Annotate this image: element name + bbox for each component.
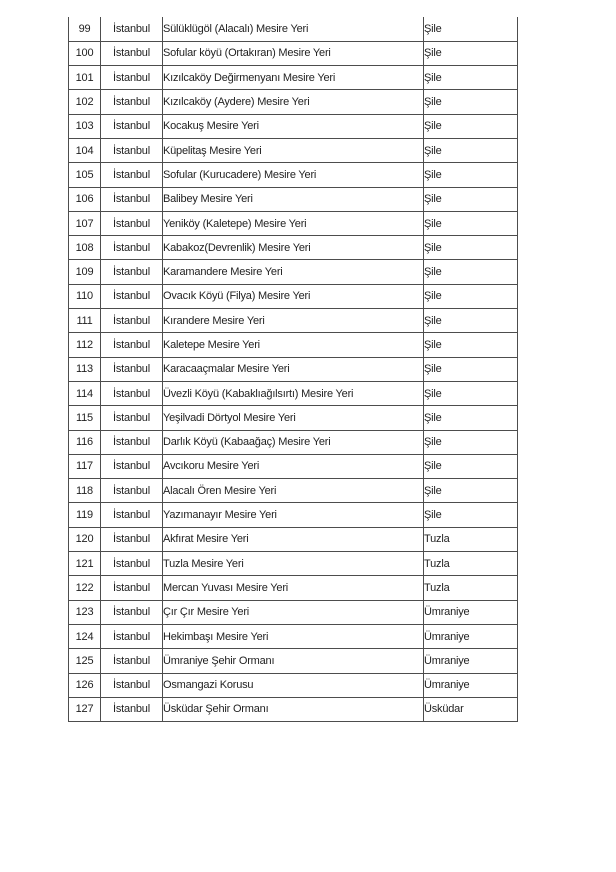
table-row bbox=[69, 333, 518, 357]
cell-place-name: Mercan Yuvası Mesire Yeri bbox=[163, 576, 424, 600]
cell-row-number: 103 bbox=[69, 114, 101, 138]
table-row bbox=[69, 503, 518, 527]
cell-province: İstanbul bbox=[101, 138, 163, 162]
table-row bbox=[69, 357, 518, 381]
cell-province: İstanbul bbox=[101, 381, 163, 405]
cell-row-number: 121 bbox=[69, 552, 101, 576]
cell-district: Şile bbox=[424, 430, 518, 454]
cell-row-number: 126 bbox=[69, 673, 101, 697]
cell-province: İstanbul bbox=[101, 309, 163, 333]
table-row bbox=[69, 284, 518, 308]
cell-province: İstanbul bbox=[101, 624, 163, 648]
cell-province: İstanbul bbox=[101, 41, 163, 65]
cell-row-number: 110 bbox=[69, 284, 101, 308]
cell-province: İstanbul bbox=[101, 430, 163, 454]
cell-province: İstanbul bbox=[101, 527, 163, 551]
table-row bbox=[69, 454, 518, 478]
cell-place-name: Balibey Mesire Yeri bbox=[163, 187, 424, 211]
cell-province: İstanbul bbox=[101, 260, 163, 284]
table-row bbox=[69, 381, 518, 405]
cell-place-name: Kabakoz(Devrenlik) Mesire Yeri bbox=[163, 236, 424, 260]
table-row bbox=[69, 66, 518, 90]
cell-province: İstanbul bbox=[101, 114, 163, 138]
cell-row-number: 109 bbox=[69, 260, 101, 284]
cell-place-name: Ümraniye Şehir Ormanı bbox=[163, 649, 424, 673]
cell-place-name: Avcıkoru Mesire Yeri bbox=[163, 454, 424, 478]
cell-row-number: 115 bbox=[69, 406, 101, 430]
cell-district: Tuzla bbox=[424, 552, 518, 576]
table-row bbox=[69, 552, 518, 576]
table-row bbox=[69, 479, 518, 503]
cell-row-number: 100 bbox=[69, 41, 101, 65]
cell-province: İstanbul bbox=[101, 163, 163, 187]
cell-district: Şile bbox=[424, 138, 518, 162]
cell-district: Şile bbox=[424, 90, 518, 114]
cell-row-number: 114 bbox=[69, 381, 101, 405]
cell-row-number: 119 bbox=[69, 503, 101, 527]
cell-district: Üsküdar bbox=[424, 697, 518, 721]
cell-district: Şile bbox=[424, 284, 518, 308]
table-row bbox=[69, 406, 518, 430]
table-row bbox=[69, 624, 518, 648]
cell-place-name: Yeşilvadi Dörtyol Mesire Yeri bbox=[163, 406, 424, 430]
cell-row-number: 127 bbox=[69, 697, 101, 721]
cell-place-name: Akfırat Mesire Yeri bbox=[163, 527, 424, 551]
cell-place-name: Tuzla Mesire Yeri bbox=[163, 552, 424, 576]
cell-place-name: Sülüklügöl (Alacalı) Mesire Yeri bbox=[163, 17, 424, 41]
cell-district: Ümraniye bbox=[424, 600, 518, 624]
cell-row-number: 113 bbox=[69, 357, 101, 381]
cell-place-name: Kızılcaköy (Aydere) Mesire Yeri bbox=[163, 90, 424, 114]
cell-place-name: Çır Çır Mesire Yeri bbox=[163, 600, 424, 624]
cell-place-name: Ovacık Köyü (Filya) Mesire Yeri bbox=[163, 284, 424, 308]
cell-district: Şile bbox=[424, 236, 518, 260]
cell-district: Şile bbox=[424, 114, 518, 138]
cell-province: İstanbul bbox=[101, 600, 163, 624]
cell-district: Şile bbox=[424, 333, 518, 357]
cell-place-name: Karamandere Mesire Yeri bbox=[163, 260, 424, 284]
cell-province: İstanbul bbox=[101, 284, 163, 308]
cell-place-name: Sofular (Kurucadere) Mesire Yeri bbox=[163, 163, 424, 187]
cell-province: İstanbul bbox=[101, 333, 163, 357]
cell-district: Şile bbox=[424, 260, 518, 284]
table-row bbox=[69, 211, 518, 235]
cell-row-number: 117 bbox=[69, 454, 101, 478]
table-row bbox=[69, 187, 518, 211]
cell-province: İstanbul bbox=[101, 211, 163, 235]
cell-district: Ümraniye bbox=[424, 624, 518, 648]
cell-district: Ümraniye bbox=[424, 649, 518, 673]
cell-province: İstanbul bbox=[101, 576, 163, 600]
table-row bbox=[69, 309, 518, 333]
cell-row-number: 102 bbox=[69, 90, 101, 114]
cell-place-name: Yeniköy (Kaletepe) Mesire Yeri bbox=[163, 211, 424, 235]
cell-province: İstanbul bbox=[101, 236, 163, 260]
cell-place-name: Hekimbaşı Mesire Yeri bbox=[163, 624, 424, 648]
cell-place-name: Yazımanayır Mesire Yeri bbox=[163, 503, 424, 527]
cell-district: Şile bbox=[424, 503, 518, 527]
cell-place-name: Üsküdar Şehir Ormanı bbox=[163, 697, 424, 721]
table-row bbox=[69, 649, 518, 673]
table-row bbox=[69, 576, 518, 600]
table-row bbox=[69, 138, 518, 162]
cell-province: İstanbul bbox=[101, 66, 163, 90]
cell-row-number: 123 bbox=[69, 600, 101, 624]
cell-district: Tuzla bbox=[424, 576, 518, 600]
cell-district: Şile bbox=[424, 187, 518, 211]
cell-place-name: Küpelitaş Mesire Yeri bbox=[163, 138, 424, 162]
table-row bbox=[69, 260, 518, 284]
cell-row-number: 112 bbox=[69, 333, 101, 357]
cell-district: Şile bbox=[424, 163, 518, 187]
cell-district: Şile bbox=[424, 17, 518, 41]
cell-district: Şile bbox=[424, 309, 518, 333]
cell-province: İstanbul bbox=[101, 406, 163, 430]
cell-province: İstanbul bbox=[101, 454, 163, 478]
cell-province: İstanbul bbox=[101, 649, 163, 673]
table-row bbox=[69, 41, 518, 65]
cell-row-number: 101 bbox=[69, 66, 101, 90]
cell-place-name: Kocakuş Mesire Yeri bbox=[163, 114, 424, 138]
table-row bbox=[69, 527, 518, 551]
cell-row-number: 124 bbox=[69, 624, 101, 648]
table-row bbox=[69, 114, 518, 138]
cell-district: Şile bbox=[424, 381, 518, 405]
cell-district: Şile bbox=[424, 41, 518, 65]
cell-province: İstanbul bbox=[101, 479, 163, 503]
cell-province: İstanbul bbox=[101, 357, 163, 381]
cell-row-number: 118 bbox=[69, 479, 101, 503]
cell-row-number: 105 bbox=[69, 163, 101, 187]
cell-row-number: 122 bbox=[69, 576, 101, 600]
cell-district: Ümraniye bbox=[424, 673, 518, 697]
table-row bbox=[69, 697, 518, 721]
cell-row-number: 116 bbox=[69, 430, 101, 454]
cell-district: Şile bbox=[424, 479, 518, 503]
cell-row-number: 104 bbox=[69, 138, 101, 162]
cell-row-number: 99 bbox=[69, 17, 101, 41]
cell-place-name: Karacaaçmalar Mesire Yeri bbox=[163, 357, 424, 381]
table-row bbox=[69, 90, 518, 114]
cell-province: İstanbul bbox=[101, 673, 163, 697]
cell-province: İstanbul bbox=[101, 552, 163, 576]
cell-district: Şile bbox=[424, 406, 518, 430]
cell-row-number: 106 bbox=[69, 187, 101, 211]
cell-row-number: 125 bbox=[69, 649, 101, 673]
cell-place-name: Kırandere Mesire Yeri bbox=[163, 309, 424, 333]
cell-district: Tuzla bbox=[424, 527, 518, 551]
table-row bbox=[69, 673, 518, 697]
cell-province: İstanbul bbox=[101, 187, 163, 211]
cell-place-name: Alacalı Ören Mesire Yeri bbox=[163, 479, 424, 503]
table-body bbox=[69, 17, 518, 722]
cell-district: Şile bbox=[424, 454, 518, 478]
table-row bbox=[69, 236, 518, 260]
cell-place-name: Sofular köyü (Ortakıran) Mesire Yeri bbox=[163, 41, 424, 65]
cell-province: İstanbul bbox=[101, 90, 163, 114]
cell-row-number: 107 bbox=[69, 211, 101, 235]
cell-place-name: Darlık Köyü (Kabaağaç) Mesire Yeri bbox=[163, 430, 424, 454]
cell-district: Şile bbox=[424, 66, 518, 90]
table-row bbox=[69, 430, 518, 454]
table-row bbox=[69, 17, 518, 41]
table-row bbox=[69, 600, 518, 624]
cell-place-name: Kaletepe Mesire Yeri bbox=[163, 333, 424, 357]
cell-place-name: Kızılcaköy Değirmenyanı Mesire Yeri bbox=[163, 66, 424, 90]
table-row bbox=[69, 163, 518, 187]
cell-district: Şile bbox=[424, 357, 518, 381]
cell-row-number: 120 bbox=[69, 527, 101, 551]
cell-row-number: 108 bbox=[69, 236, 101, 260]
cell-province: İstanbul bbox=[101, 503, 163, 527]
cell-province: İstanbul bbox=[101, 17, 163, 41]
cell-district: Şile bbox=[424, 211, 518, 235]
cell-province: İstanbul bbox=[101, 697, 163, 721]
mesire-yeri-table bbox=[68, 17, 518, 722]
cell-place-name: Üvezli Köyü (Kabaklıağılsırtı) Mesire Yeri bbox=[163, 381, 424, 405]
cell-row-number: 111 bbox=[69, 309, 101, 333]
cell-place-name: Osmangazi Korusu bbox=[163, 673, 424, 697]
